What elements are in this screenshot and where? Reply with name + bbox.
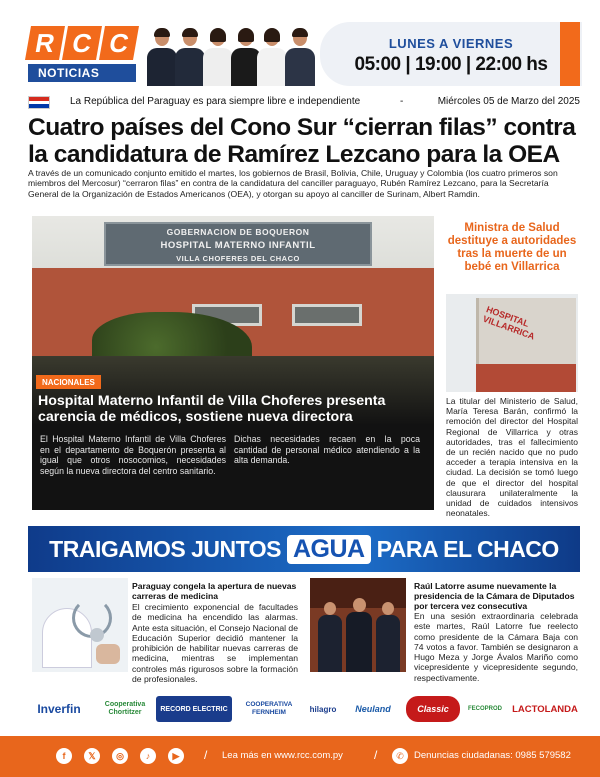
sign-line-2: HOSPITAL MATERNO INFANTIL (160, 240, 316, 251)
hospital-facade-letters: HOSPITAL VILLARRICA (481, 304, 537, 342)
x-twitter-icon[interactable]: 𝕏 (84, 748, 100, 764)
footer-divider-1: / (204, 748, 208, 762)
sponsor-neuland[interactable]: Neuland (355, 704, 391, 714)
paraguay-flag-icon (28, 96, 50, 109)
story-medicine-text: El crecimiento exponencial de facultades de medicina ha encendido las alarmas. Ante esta situación, el Consejo Nacional de Educación Superior decidió mantener la prohibición de habilitar nuevas carreras de medicina, mientras se implementan controles más rigurosos sobre la formación de profesionales. (132, 602, 298, 685)
schedule-times: 05:00 | 19:00 | 22:00 hs (354, 54, 548, 75)
banner-part1: TRAIGAMOS JUNTOS (49, 535, 281, 562)
sponsors-strip (0, 688, 600, 730)
national-motto: La República del Paraguay es para siempre libre e independiente (70, 96, 361, 107)
footer-bar (0, 736, 600, 777)
whatsapp-icon[interactable]: ✆ (392, 748, 408, 764)
sidebar-story-image[interactable] (446, 294, 578, 392)
sidebar-story-text: La titular del Ministerio de Salud, María Teresa Barán, confirmó la remoción del director del Hospital Regional de Villarrica y otras autoridades, tras el fallecimiento de un recién nacido que no pudo acceder a terapia intensiva en la ciudad. La decisión se tomó luego de que el director del hospital clausurara unilateralmente la unidad de cuidados intensivos neonatales. (446, 396, 578, 519)
story-medicine-title[interactable]: Paraguay congela la apertura de nuevas carreras de medicina (132, 581, 297, 601)
feature-text-col1: El Hospital Materno Infantil de Villa Choferes en el departamento de Boquerón presenta al igual que otros nosocomios, necesidades según la nueva directora del centro sanitario. (40, 434, 226, 476)
hospital-sign (104, 222, 372, 266)
sign-line-3: VILLA CHOFERES DEL CHACO (176, 254, 300, 263)
instagram-icon[interactable]: ◎ (112, 748, 128, 764)
complaints-phone[interactable]: Denuncias ciudadanas: 0985 579582 (414, 750, 571, 761)
sponsor-lactolanda[interactable]: LACTOLANDA (512, 703, 578, 715)
logo-letter-c1: C (62, 26, 102, 60)
footer-divider-2: / (374, 748, 378, 762)
feature-text-col2: Dichas necesidades recaen en la poca cantidad de personal médico atendiendo a la alta demanda. (234, 434, 420, 466)
category-tag-nacionales[interactable]: NACIONALES (36, 375, 101, 389)
header-accent-stripe (560, 22, 580, 86)
tiktok-icon[interactable]: ♪ (140, 748, 156, 764)
sponsor-fernheim[interactable]: COOPERATIVA FERNHEIM (245, 701, 293, 716)
read-more-link[interactable]: Lea más en www.rcc.com.py (222, 750, 343, 761)
news-anchors-photo (145, 22, 320, 86)
rcc-logo[interactable] (28, 22, 143, 84)
motto-separator: - (400, 96, 404, 107)
facebook-icon[interactable]: f (56, 748, 72, 764)
logo-letter-c2: C (99, 26, 139, 60)
sign-line-1: GOBERNACION DE BOQUERON (166, 227, 310, 237)
main-lede: A través de un comunicado conjunto emitido el martes, los gobiernos de Brasil, Bolivia, Chile, Uruguay y Colombia (los cuatro primeros son miembros del Mercosur) “cerraron filas” en contra de la candidatura del canciller paraguayo, Rubén Ramírez Lezcano, para la Secretaría General de la Organización de Estados Americanos (OEA), y otorgan su apoyo al canciller de Surinam, Albert Ramdin. (28, 168, 558, 199)
banner-part3: PARA EL CHACO (376, 535, 559, 562)
sponsor-classic[interactable]: Classic (406, 696, 460, 722)
story-latorre-title[interactable]: Raúl Latorre asume nuevamente la presidencia de la Cámara de Diputados por tercera vez consecutiva (414, 581, 575, 611)
main-headline[interactable]: Cuatro países del Cono Sur “cierran filas” contra la candidatura de Ramírez Lezcano para la OEA (28, 114, 576, 168)
banner-agua: AGUA (287, 535, 371, 564)
sidebar-story-title[interactable]: Ministra de Salud destituye a autoridades tras la muerte de un bebé en Villarrica (447, 222, 577, 273)
youtube-icon[interactable]: ▶ (168, 748, 184, 764)
story-latorre-text: En una sesión extraordinaria celebrada este martes, Raúl Latorre fue reelecto como presidente de la Cámara Baja con 74 votos a favor. También se designaron a Hugo Meza y Jorge Ávalos Mariño como vicepresidente y vicepresidente segundo, respectivamente. (414, 611, 578, 683)
masthead (0, 0, 600, 92)
motto-bar (28, 94, 580, 110)
sponsor-hilagro[interactable]: hilagro (309, 704, 337, 714)
schedule-days: LUNES A VIERNES (388, 36, 514, 51)
story-latorre-image[interactable] (310, 578, 406, 672)
sponsor-fecoprod[interactable]: FECOPROD (467, 706, 502, 712)
sponsor-inverfin[interactable]: Inverfin (37, 702, 81, 716)
logo-letter-r: R (25, 26, 65, 60)
sponsor-record-electric[interactable]: RECORD ELECTRIC (156, 696, 232, 722)
logo-noticias: NOTICIAS (28, 64, 136, 82)
campaign-banner[interactable] (28, 526, 580, 572)
broadcast-schedule (320, 22, 582, 86)
story-medicine-image[interactable] (32, 578, 128, 672)
edition-date: Miércoles 05 de Marzo del 2025 (437, 96, 580, 107)
feature-title[interactable]: Hospital Materno Infantil de Villa Choferes presenta carencia de médicos, sostiene nueva directora (38, 393, 386, 425)
sponsor-chortitzer[interactable]: Cooperativa Chortitzer (104, 701, 146, 716)
